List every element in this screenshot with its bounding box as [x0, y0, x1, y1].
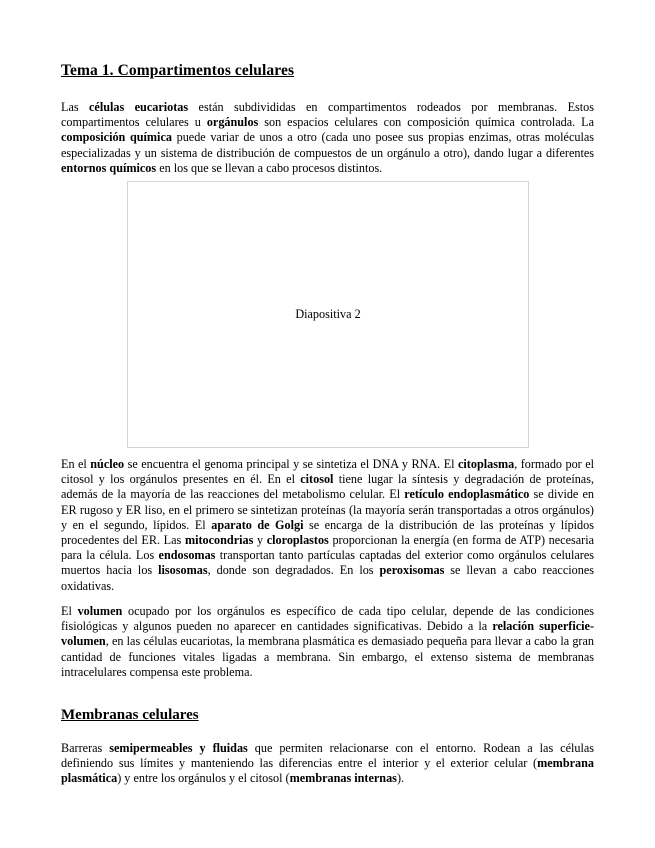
text-run: Las — [61, 100, 90, 114]
bold-term: lisosomas — [158, 563, 208, 578]
text-run: se divide en ER rugoso y ER liso, en el primero se sintetizan proteínas (la mayoría serán transportadas a otros orgánulos) y en el segundo, lípidos. El — [61, 487, 594, 532]
section-heading: Membranas celulares — [61, 707, 199, 723]
text-run: proporcionan la energía (en forma de ATP) necesaria para la célula. Los — [61, 533, 595, 563]
text-run: ) y entre los orgánulos y el citosol ( — [117, 771, 290, 786]
text-run: El — [61, 604, 78, 618]
page-title: Tema 1. Compartimentos celulares — [61, 62, 295, 79]
text-run: Barreras — [61, 741, 110, 755]
text-run: son espacios celulares con composición química controlada. La — [258, 115, 594, 130]
bold-term: membranas internas — [289, 771, 397, 786]
membranes-paragraph — [61, 741, 594, 787]
bold-term: citosol — [300, 472, 334, 487]
bold-term: semipermeables y fluidas — [109, 741, 248, 755]
bold-term: retículo endoplasmático — [404, 487, 530, 502]
text-run: en los que se llevan a cabo procesos distintos. — [156, 160, 383, 175]
bold-term: composición química — [61, 130, 172, 145]
bold-term: membrana plasmática — [61, 756, 594, 786]
bold-term: células eucariotas — [89, 100, 189, 114]
bold-term: relación superficie-volumen — [61, 619, 595, 649]
text-run: ). — [396, 771, 405, 786]
bold-term: volumen — [77, 604, 123, 618]
bold-term: endosomas — [158, 548, 216, 563]
text-run: puede variar de unos a otro (cada uno posee sus propias enzimas, otras moléculas especializadas y un sistema de distribución de compuestos de un orgánulo a otro), dando lugar a diferentes — [61, 130, 594, 160]
text-run: , donde son degradados. En los — [207, 563, 380, 578]
slide-placeholder — [127, 181, 529, 448]
bold-term: entornos químicos — [61, 160, 157, 175]
slide-label: Diapositiva 2 — [295, 307, 361, 321]
text-run: ocupado por los orgánulos es específico de cada tipo celular, depende de las condiciones fisiológicas y algunos pueden no aparecer en cantidades significativas. Debido a la — [61, 604, 594, 634]
bold-term: orgánulos — [206, 115, 259, 130]
bold-term: aparato de Golgi — [211, 517, 304, 532]
text-run: transportan tanto partículas captadas del exterior como orgánulos celulares muertos hacia los — [61, 548, 594, 578]
bold-term: cloroplastos — [266, 533, 329, 548]
text-run: se encuentra el genoma principal y se sintetiza el DNA y RNA. El — [124, 457, 458, 471]
bold-term: peroxisomas — [379, 563, 445, 578]
bold-term: mitocondrias — [184, 533, 254, 548]
text-run: En el — [61, 457, 91, 471]
text-run: se llevan a cabo reacciones oxidativas. — [61, 563, 594, 593]
text-run: tiene lugar la síntesis y degradación de proteínas, además de la mayoría de las reacciones del metabolismo celular. El — [61, 472, 595, 502]
text-run: están subdivididas en compartimentos rodeados por membranas. Estos compartimentos celulares u — [61, 100, 594, 130]
bold-term: núcleo — [90, 457, 125, 471]
text-run: , en las células eucariotas, la membrana plasmática es demasiado pequeña para llevar a cabo la gran cantidad de funciones vitales ligadas a membrana. Sin embargo, el extenso sistema de membranas intracelulares compensa este problema. — [61, 634, 594, 679]
text-run: que permiten relacionarse con el entorno. Rodean a las células definiendo sus límites y manteniendo las diferencias entre el interior y el exterior celular ( — [61, 741, 595, 771]
volume-paragraph — [61, 604, 594, 680]
text-run: y — [253, 533, 267, 548]
text-run: se encarga de la distribución de las proteínas y lípidos procedentes del ER. Las — [61, 517, 594, 548]
bold-term: citoplasma — [458, 457, 515, 471]
intro-paragraph — [61, 100, 594, 176]
organelles-paragraph — [61, 457, 594, 594]
text-run: , formado por el citosol y los orgánulos presentes en él. En el — [61, 457, 594, 487]
